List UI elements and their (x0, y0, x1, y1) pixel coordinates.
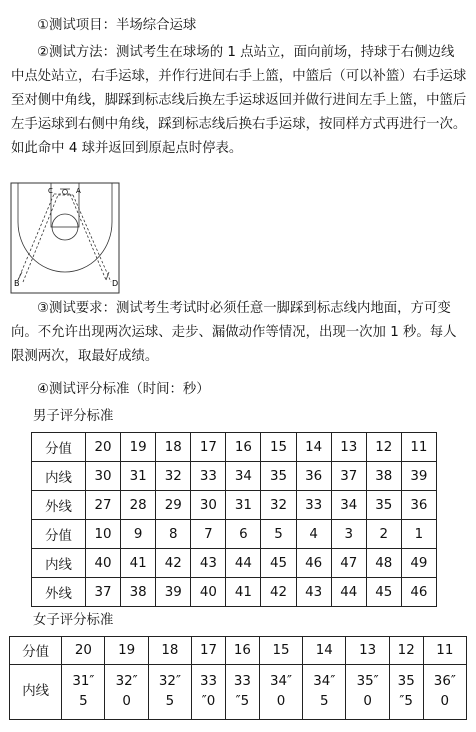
score-cell: 15 (261, 433, 296, 462)
male-scoring-table (31, 432, 437, 607)
score-cell: 44 (226, 549, 261, 578)
time-cell (105, 665, 148, 720)
time-cell (346, 665, 389, 720)
score-cell: 48 (366, 549, 401, 578)
female-header-row (10, 637, 467, 665)
score-cell: 38 (121, 578, 156, 607)
female-scoring-table (9, 636, 467, 720)
score-cell: 17 (191, 433, 226, 462)
score-cell: 31 (226, 491, 261, 520)
score-cell: 35 (366, 491, 401, 520)
score-cell: 9 (121, 520, 156, 549)
score-cell: 40 (191, 578, 226, 607)
female-standard-title: 女子评分标准 (33, 613, 114, 628)
time-cell (389, 665, 423, 720)
male-table-row (32, 549, 437, 578)
score-cell: 12 (366, 433, 401, 462)
court-boundary (11, 183, 119, 293)
score-cell: 11 (423, 637, 466, 665)
time-line-bottom: 0 (276, 694, 286, 709)
score-cell: 18 (148, 637, 191, 665)
test-method-paragraph: ②测试方法：测试考生在球场的 1 点站立，面向前场，持球于右侧边线中点处站立，右手运球，并作行进间右手上篮，中篮后（可以补篮）右手运球至对侧中角线，脚踩到标志线后换左手运球返回并做行进间左手上篮，中篮后左手运球到右侧中角线，踩到标志线后换右手运球，按同样方式再进行一次。如此命中 4 球并返回到原起点时停表。 (11, 45, 467, 156)
test-requirement-paragraph: ③测试要求：测试考生考试时必须任意一脚踩到标志线内地面，方可变向。不允许出现两次运球、走步、漏做动作等情况，出现一次加 1 秒。每人限测两次，取最好成绩。 (11, 301, 457, 364)
path-arrows (18, 272, 109, 280)
score-cell: 18 (156, 433, 191, 462)
score-cell: 46 (296, 549, 331, 578)
male-table-row (32, 491, 437, 520)
time-line-bottom: ″0 (201, 694, 216, 709)
score-cell: 15 (259, 637, 302, 665)
score-cell: 34 (331, 491, 366, 520)
score-cell: 36 (401, 491, 436, 520)
score-cell: 16 (226, 433, 261, 462)
score-cell: 38 (366, 462, 401, 491)
score-cell: 14 (296, 433, 331, 462)
row-label-cell: 外线 (32, 491, 86, 520)
dribble-paths (18, 194, 111, 282)
time-line-bottom: 0 (363, 694, 372, 709)
row-label-cell: 内线 (32, 549, 86, 578)
row-label-cell: 内线 (32, 462, 86, 491)
row-label-cell: 分值 (32, 520, 86, 549)
time-line-bottom: 5 (320, 694, 329, 709)
time-line-top: 32″ (158, 674, 181, 689)
point-a-label: A (76, 187, 81, 195)
time-line-bottom: 5 (165, 694, 175, 709)
score-cell: 2 (366, 520, 401, 549)
row-label-cell: 分值 (32, 433, 86, 462)
score-cell: 46 (401, 578, 436, 607)
row-label-cell: 内线 (10, 665, 62, 720)
score-cell: 8 (156, 520, 191, 549)
score-cell: 10 (86, 520, 121, 549)
score-cell: 42 (156, 549, 191, 578)
time-cell (192, 665, 226, 720)
score-cell: 42 (261, 578, 296, 607)
score-cell: 39 (156, 578, 191, 607)
score-cell: 7 (191, 520, 226, 549)
score-cell: 43 (191, 549, 226, 578)
score-cell: 33 (191, 462, 226, 491)
time-line-top: 34″ (269, 674, 293, 689)
three-point-line (18, 183, 112, 272)
score-cell: 16 (225, 637, 259, 665)
time-cell (259, 665, 302, 720)
male-table-row (32, 520, 437, 549)
score-cell: 31 (121, 462, 156, 491)
half-court-diagram (10, 182, 120, 294)
time-line-top: 35 (397, 674, 415, 689)
score-cell: 41 (121, 549, 156, 578)
point-b-label: B (14, 279, 20, 288)
score-cell: 5 (261, 520, 296, 549)
score-cell: 20 (62, 637, 105, 665)
score-cell: 12 (389, 637, 423, 665)
score-cell: 30 (86, 462, 121, 491)
male-standard-title: 男子评分标准 (33, 409, 114, 424)
time-cell (225, 665, 259, 720)
score-cell: 14 (303, 637, 346, 665)
time-line-top: 36″ (433, 674, 456, 689)
score-cell: 47 (331, 549, 366, 578)
score-cell: 37 (331, 462, 366, 491)
point-d-label: D (112, 279, 119, 288)
score-cell: 45 (366, 578, 401, 607)
score-cell: 35 (261, 462, 296, 491)
test-item-paragraph: ①测试项目：半场综合运球 (37, 18, 197, 33)
score-cell: 41 (226, 578, 261, 607)
score-cell: 30 (191, 491, 226, 520)
score-cell: 4 (296, 520, 331, 549)
score-cell: 32 (156, 462, 191, 491)
female-inner-row (10, 665, 467, 720)
score-cell: 20 (86, 433, 121, 462)
score-cell: 6 (226, 520, 261, 549)
time-line-top: 35″ (356, 674, 379, 689)
row-label-cell: 分值 (10, 637, 62, 665)
time-cell (62, 665, 105, 720)
score-cell: 13 (331, 433, 366, 462)
time-cell (148, 665, 191, 720)
time-line-bottom: ″5 (235, 694, 250, 709)
time-line-bottom: 0 (440, 694, 450, 709)
score-cell: 32 (261, 491, 296, 520)
score-cell: 49 (401, 549, 436, 578)
scoring-standard-heading: ④测试评分标准（时间：秒） (37, 382, 210, 397)
score-cell: 28 (121, 491, 156, 520)
score-cell: 39 (401, 462, 436, 491)
time-line-top: 31″ (72, 674, 95, 689)
score-cell: 43 (296, 578, 331, 607)
score-cell: 13 (346, 637, 389, 665)
score-cell: 1 (401, 520, 436, 549)
time-line-top: 33 (233, 674, 251, 689)
score-cell: 45 (261, 549, 296, 578)
time-cell (303, 665, 346, 720)
score-cell: 33 (296, 491, 331, 520)
score-cell: 17 (192, 637, 226, 665)
male-table-row (32, 578, 437, 607)
score-cell: 36 (296, 462, 331, 491)
score-cell: 29 (156, 491, 191, 520)
time-line-top: 33 (200, 674, 218, 689)
time-line-top: 32″ (115, 674, 138, 689)
score-cell: 37 (86, 578, 121, 607)
time-cell (423, 665, 466, 720)
row-label-cell: 外线 (32, 578, 86, 607)
score-cell: 40 (86, 549, 121, 578)
male-table-row (32, 462, 437, 491)
score-cell: 34 (226, 462, 261, 491)
score-cell: 19 (121, 433, 156, 462)
score-cell: 44 (331, 578, 366, 607)
time-line-bottom: 0 (122, 694, 131, 709)
time-line-bottom: 5 (79, 694, 88, 709)
time-line-bottom: ″5 (399, 694, 413, 709)
time-line-top: 34″ (313, 674, 336, 689)
score-cell: 11 (401, 433, 436, 462)
score-cell: 19 (105, 637, 148, 665)
point-c-label: C (48, 187, 53, 195)
male-table-row (32, 433, 437, 462)
score-cell: 27 (86, 491, 121, 520)
score-cell: 3 (331, 520, 366, 549)
